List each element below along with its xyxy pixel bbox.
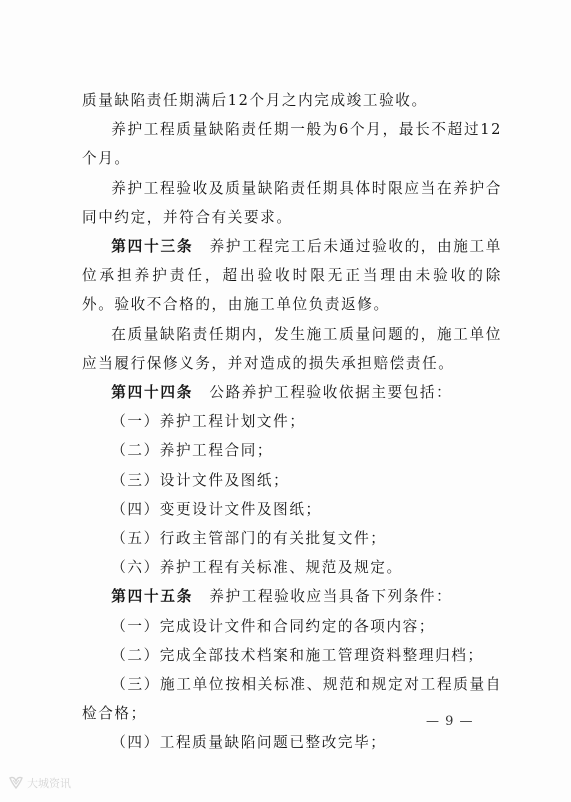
body-paragraph: 在质量缺陷责任期内，发生施工质量问题的，施工单位应当履行保修义务，并对造成的损失承担赔偿责任。 [82,325,502,372]
article-paragraph [82,582,502,611]
article-heading: 第四十四条 [111,384,194,402]
article-paragraph [82,232,502,320]
page-number: — 9 — [426,714,474,729]
list-item: （四）变更设计文件及图纸； [111,500,322,518]
list-item: （二）养护工程合同； [111,442,274,460]
article-text: 养护工程验收应当具备下列条件： [209,588,453,606]
list-item: （二）完成全部技术档案和施工管理资料整理归档； [111,646,484,664]
list-item: （五）行政主管部门的有关批复文件； [111,530,387,548]
list-item: （三）施工单位按相关标准、规范和规定对工程质量自检合格； [82,676,502,723]
article-gap [193,384,209,401]
article-heading: 第四十五条 [111,588,194,606]
paragraph-continuation: 质量缺陷责任期满后12个月之内完成竣工验收。 [82,92,428,109]
list-item: （三）设计文件及图纸； [111,471,290,489]
list-item: （一）完成设计文件和合同约定的各项内容； [111,617,436,635]
brand-logo-icon [8,776,24,790]
document-body [82,86,502,758]
body-paragraph: 养护工程验收及质量缺陷责任期具体时限应当在养护合同中约定，并符合有关要求。 [82,179,502,226]
list-item: （六）养护工程有关标准、规范及规定。 [111,559,403,577]
article-paragraph [82,378,502,407]
article-text: 公路养护工程验收依据主要包括： [209,384,453,402]
article-text: 养护工程完工后未通过验收的，由施工单位承担养护责任，超出验收时限无正当理由未验收的除外。验收不合格的，由施工单位负责返修。 [82,238,502,314]
body-paragraph: 养护工程质量缺陷责任期一般为6个月，最长不超过12个月。 [82,121,502,168]
list-item: （四）工程质量缺陷问题已整改完毕； [111,734,387,752]
watermark [8,775,71,791]
article-gap [193,238,209,255]
list-item: （一）养护工程计划文件； [111,413,306,431]
article-gap [193,588,209,605]
watermark-text: 大城资讯 [27,777,71,790]
article-heading: 第四十三条 [111,238,194,256]
